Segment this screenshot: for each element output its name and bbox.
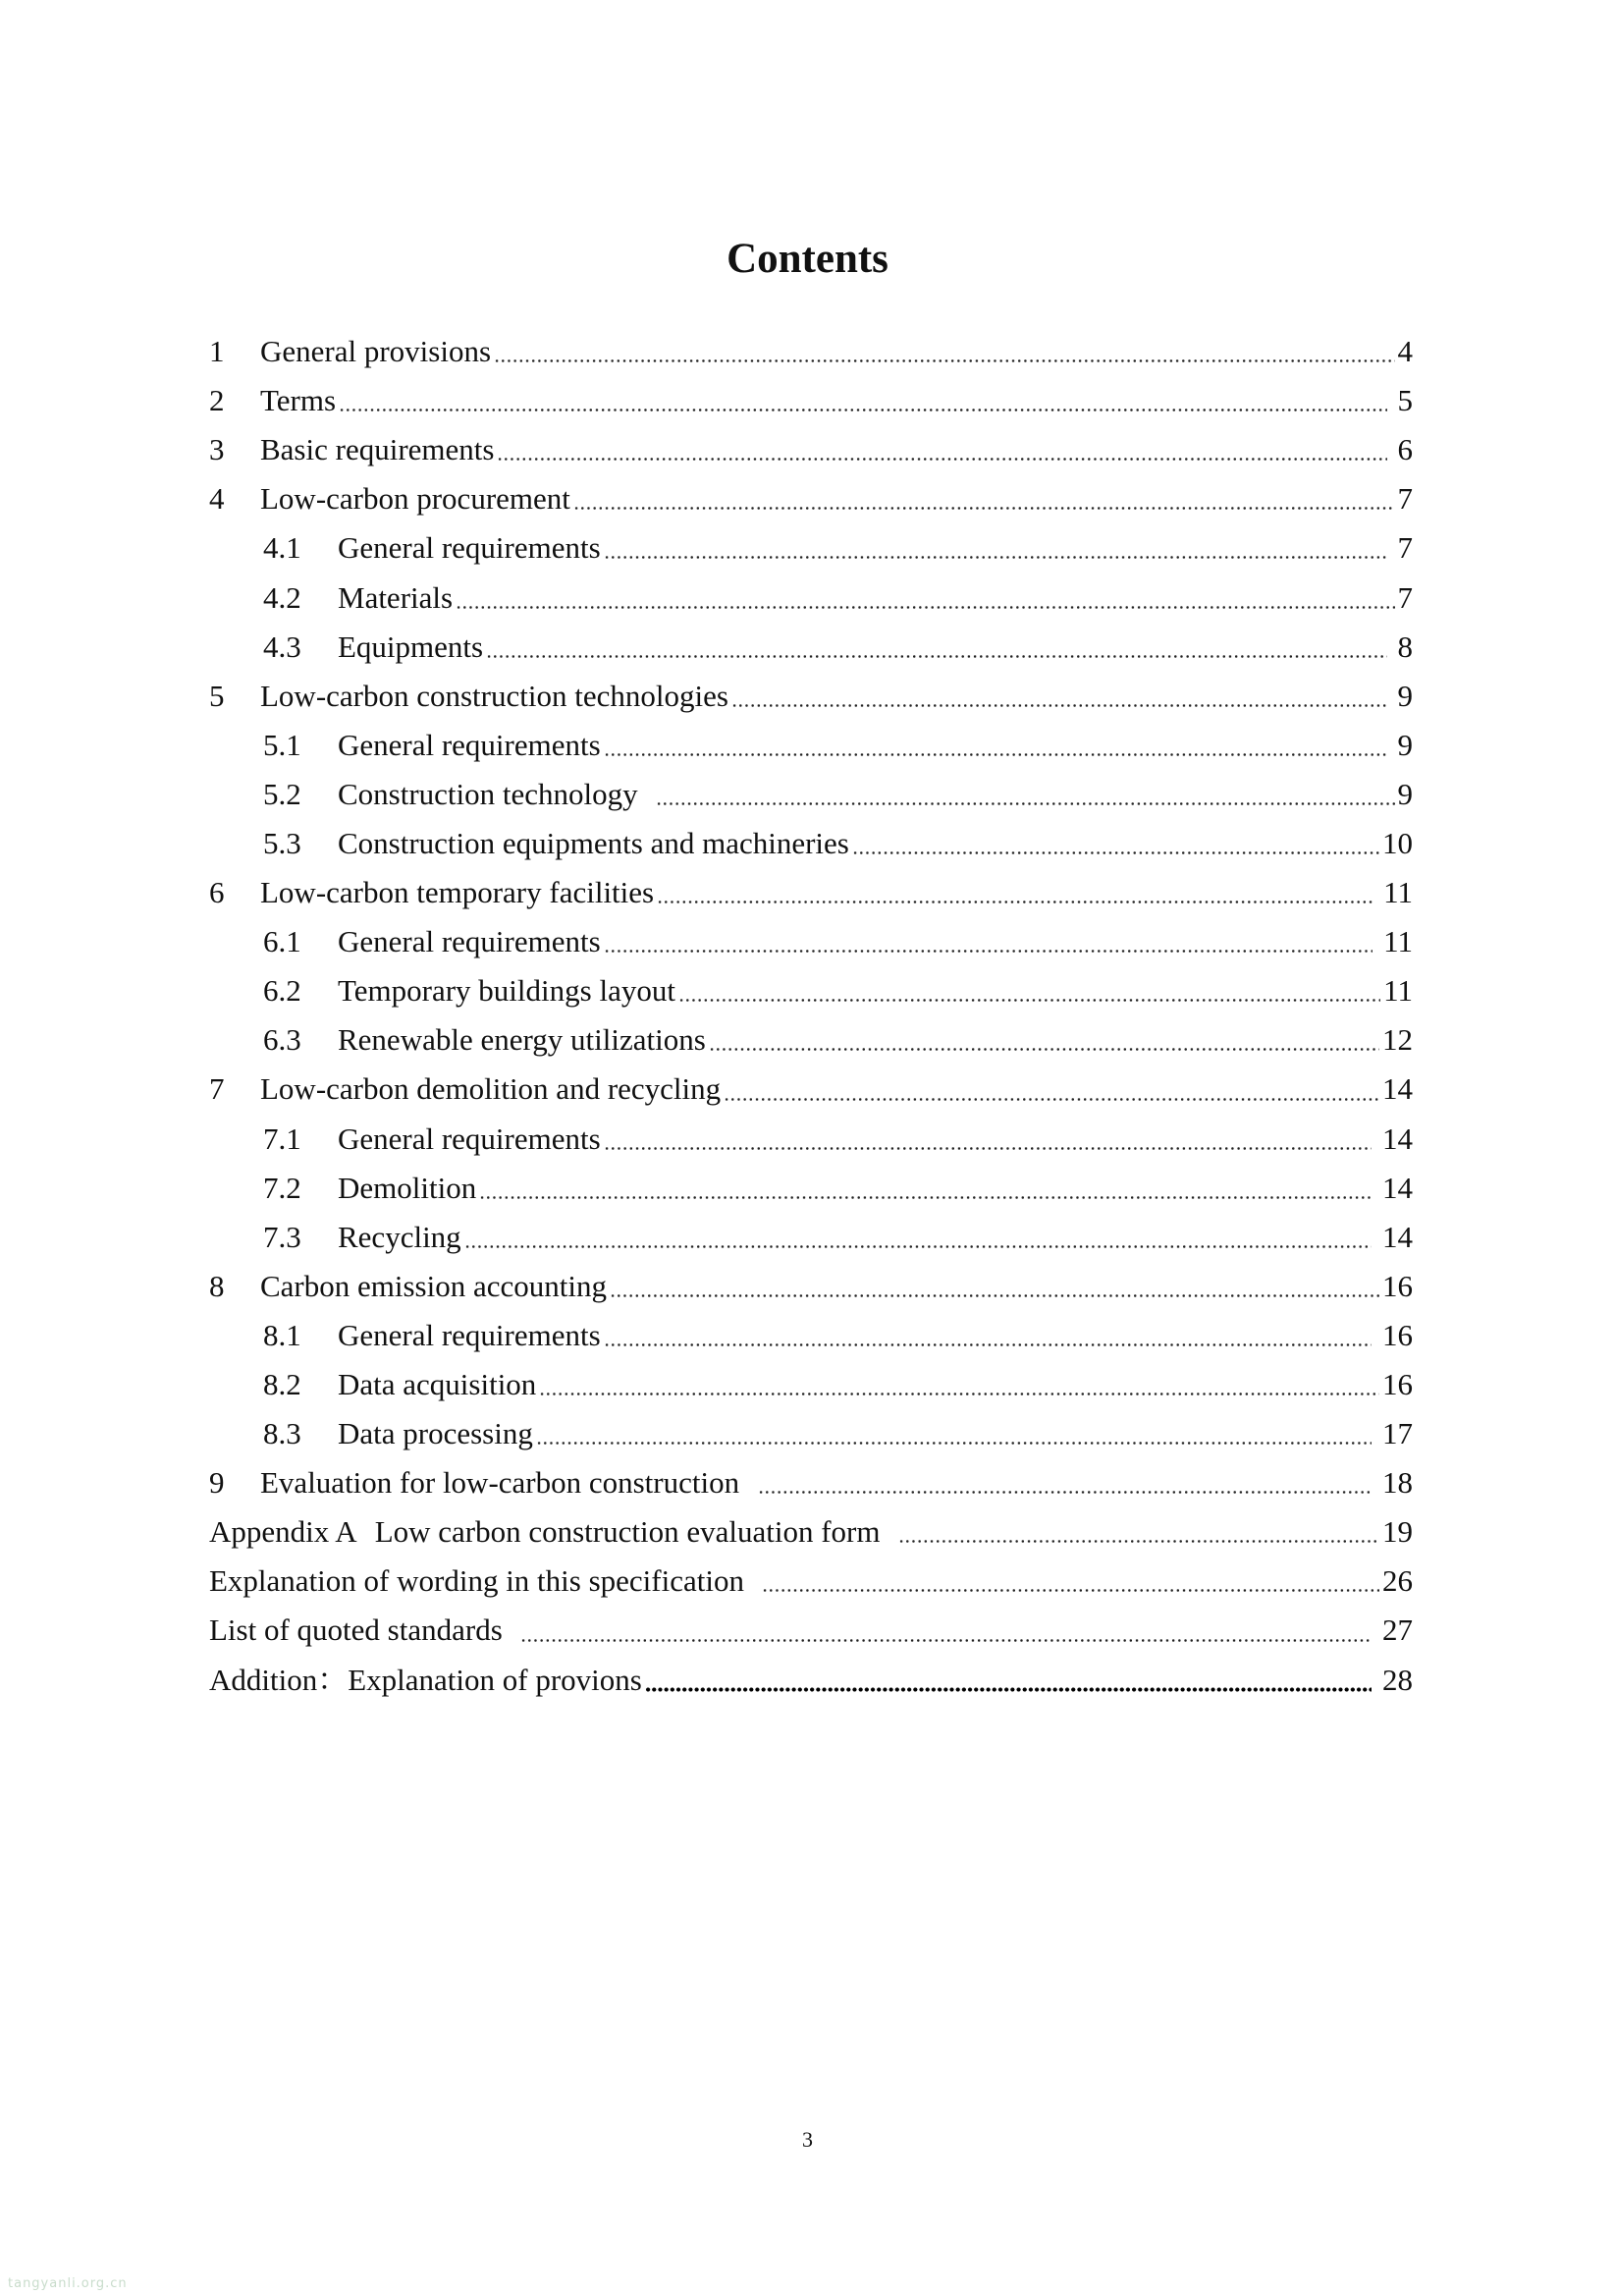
dot-leader — [709, 1045, 1379, 1054]
toc-entry[interactable] — [209, 672, 1413, 721]
toc-entry-number: 5.3 — [263, 825, 301, 860]
toc-entry-title: Evaluation for low-carbon construction — [260, 1465, 755, 1501]
toc-entry-page: 11 — [1383, 973, 1413, 1009]
toc-entry[interactable] — [209, 1409, 1413, 1458]
toc-entry-title: Temporary buildings layout — [338, 973, 675, 1009]
toc-entry-title: Renewable energy utilizations — [338, 1022, 706, 1058]
toc-entry-title: General provisions — [260, 334, 492, 369]
toc-entry-page: 8 — [1389, 629, 1413, 664]
dot-leader — [497, 455, 1386, 464]
toc-entry-number: 7.2 — [263, 1170, 301, 1205]
toc-entry-number: 7 — [209, 1071, 225, 1107]
toc-entry-title: Data processing — [338, 1416, 533, 1451]
dot-leader — [758, 1488, 1373, 1497]
toc-entry[interactable] — [209, 1213, 1413, 1262]
toc-entry-page: 17 — [1374, 1416, 1413, 1451]
toc-entry-title: General requirements — [338, 1121, 601, 1156]
toc-entry-number: 8.2 — [263, 1367, 301, 1402]
toc-entry-page: 7 — [1397, 481, 1413, 517]
toc-entry-number: 7.1 — [263, 1121, 301, 1156]
toc-entry-title: General requirements — [338, 924, 601, 959]
toc-entry-title: General requirements — [338, 530, 601, 566]
toc-entry-title: Explanation of wording in this specification — [209, 1563, 760, 1599]
toc-entry-number: Appendix A — [209, 1514, 357, 1550]
toc-entry-page: 14 — [1374, 1121, 1413, 1156]
page-title: Contents — [727, 236, 888, 282]
dot-leader — [852, 848, 1379, 857]
dot-leader — [479, 1193, 1372, 1202]
toc-entry[interactable] — [209, 1557, 1413, 1606]
toc-entry[interactable] — [209, 1164, 1413, 1213]
dot-leader — [520, 1636, 1372, 1645]
toc-entry-number: 6.1 — [263, 924, 301, 959]
table-of-contents — [209, 327, 1413, 1705]
toc-entry[interactable] — [209, 917, 1413, 966]
toc-entry[interactable] — [209, 966, 1413, 1015]
toc-entry-number: 4.3 — [263, 629, 301, 664]
toc-entry-number: 6.3 — [263, 1022, 301, 1058]
page-number: 3 — [802, 2127, 813, 2152]
toc-entry[interactable] — [209, 1262, 1413, 1311]
dot-leader — [573, 504, 1395, 513]
dot-leader — [604, 947, 1373, 956]
dot-leader — [678, 996, 1380, 1005]
dot-leader — [762, 1586, 1379, 1595]
toc-entry-title: Construction equipments and machineries — [338, 825, 849, 860]
toc-entry-page: 14 — [1374, 1219, 1413, 1254]
toc-entry[interactable] — [209, 1656, 1413, 1705]
toc-entry[interactable] — [209, 1458, 1413, 1507]
toc-entry[interactable] — [209, 376, 1413, 425]
dot-leader — [656, 799, 1394, 808]
dot-leader — [536, 1439, 1372, 1448]
toc-entry-page: 16 — [1382, 1367, 1413, 1402]
dot-leader — [604, 1144, 1373, 1153]
dot-leader — [657, 898, 1373, 906]
toc-entry-number: 5 — [209, 678, 225, 713]
watermark: tangyanli.org.cn — [8, 2276, 128, 2291]
dot-leader — [464, 1242, 1373, 1251]
toc-entry-page: 5 — [1389, 383, 1413, 418]
toc-entry-title: Basic requirements — [260, 432, 495, 467]
toc-entry-title: Carbon emission accounting — [260, 1268, 607, 1303]
toc-entry-title: Low-carbon temporary facilities — [260, 875, 655, 910]
toc-entry-page: 6 — [1389, 432, 1413, 467]
dot-leader — [610, 1291, 1379, 1300]
dot-leader — [604, 750, 1387, 759]
toc-entry[interactable] — [209, 523, 1413, 573]
toc-entry[interactable] — [209, 1311, 1413, 1360]
toc-entry-page: 18 — [1374, 1465, 1413, 1501]
toc-entry[interactable] — [209, 770, 1413, 819]
toc-entry-page: 19 — [1382, 1514, 1413, 1550]
toc-entry[interactable] — [209, 1115, 1413, 1164]
toc-entry-title: General requirements — [338, 1317, 601, 1352]
toc-entry[interactable] — [209, 425, 1413, 474]
toc-entry-title: Materials — [338, 579, 454, 615]
toc-entry-page: 7 — [1389, 530, 1413, 566]
toc-entry-page: 27 — [1374, 1613, 1413, 1648]
toc-entry-title: Low carbon construction evaluation form — [374, 1514, 895, 1550]
toc-entry-page: 9 — [1397, 776, 1413, 811]
toc-entry-number: 1 — [209, 334, 225, 369]
dot-leader — [604, 1340, 1373, 1349]
toc-entry-page: 16 — [1382, 1268, 1413, 1303]
toc-entry[interactable] — [209, 623, 1413, 672]
toc-entry[interactable] — [209, 721, 1413, 770]
toc-entry-number: 8 — [209, 1268, 225, 1303]
dot-leader — [456, 603, 1394, 612]
toc-entry[interactable] — [209, 1360, 1413, 1409]
dot-leader — [724, 1095, 1379, 1104]
toc-entry-number: 5.2 — [263, 776, 301, 811]
toc-entry[interactable] — [209, 868, 1413, 917]
toc-entry-number: 2 — [209, 383, 225, 418]
dot-leader — [898, 1537, 1379, 1546]
toc-entry[interactable] — [209, 573, 1413, 622]
toc-entry-number: 7.3 — [263, 1219, 301, 1254]
toc-entry-title: Low-carbon procurement — [260, 481, 570, 517]
dot-leader — [604, 553, 1387, 562]
dot-leader — [539, 1390, 1379, 1398]
toc-entry[interactable] — [209, 1015, 1413, 1065]
toc-entry-page: 10 — [1382, 825, 1413, 860]
toc-entry[interactable] — [209, 327, 1413, 376]
toc-entry-page: 4 — [1397, 334, 1413, 369]
dot-leader — [486, 652, 1387, 661]
toc-entry-page: 9 — [1389, 727, 1413, 762]
toc-entry-number: 3 — [209, 432, 225, 467]
toc-entry-title: Data acquisition — [338, 1367, 537, 1402]
dot-leader — [494, 356, 1394, 365]
toc-entry[interactable] — [209, 1065, 1413, 1114]
dot-leader — [339, 406, 1387, 414]
toc-entry-number: 6.2 — [263, 973, 301, 1009]
toc-entry-number: 4.1 — [263, 530, 301, 566]
toc-entry-page: 26 — [1382, 1563, 1413, 1599]
toc-entry-page: 11 — [1375, 924, 1413, 959]
toc-entry-title: Low-carbon demolition and recycling — [260, 1071, 722, 1107]
toc-entry[interactable] — [209, 1507, 1413, 1557]
toc-entry-title: Addition：Explanation of provions — [209, 1662, 642, 1697]
toc-entry-title: Low-carbon construction technologies — [260, 678, 728, 713]
toc-entry-title: Demolition — [338, 1170, 477, 1205]
toc-entry-page: 14 — [1374, 1170, 1413, 1205]
toc-entry-number: 4.2 — [263, 579, 301, 615]
toc-entry[interactable] — [209, 819, 1413, 868]
toc-entry-number: 4 — [209, 481, 225, 517]
toc-entry-page: 14 — [1382, 1071, 1413, 1107]
toc-entry-title: Recycling — [338, 1219, 461, 1254]
toc-entry-title: Construction technology — [338, 776, 654, 811]
toc-entry-title: Equipments — [338, 629, 484, 664]
toc-entry-title: Terms — [260, 383, 337, 418]
toc-entry-page: 28 — [1374, 1662, 1413, 1697]
toc-entry-page: 9 — [1389, 678, 1413, 713]
toc-entry[interactable] — [209, 1606, 1413, 1655]
dot-leader — [731, 701, 1387, 710]
toc-entry-title: List of quoted standards — [209, 1613, 518, 1648]
toc-entry-title: General requirements — [338, 727, 601, 762]
toc-entry-page: 12 — [1382, 1022, 1413, 1058]
toc-entry-number: 5.1 — [263, 727, 301, 762]
toc-entry-page: 11 — [1375, 875, 1413, 910]
dot-leader — [645, 1685, 1372, 1694]
toc-entry-number: 6 — [209, 875, 225, 910]
toc-entry-number: 8.1 — [263, 1317, 301, 1352]
toc-entry-number: 8.3 — [263, 1416, 301, 1451]
toc-entry-page: 16 — [1374, 1317, 1413, 1352]
toc-entry[interactable] — [209, 474, 1413, 523]
toc-entry-number: 9 — [209, 1465, 225, 1501]
toc-entry-page: 7 — [1397, 579, 1413, 615]
